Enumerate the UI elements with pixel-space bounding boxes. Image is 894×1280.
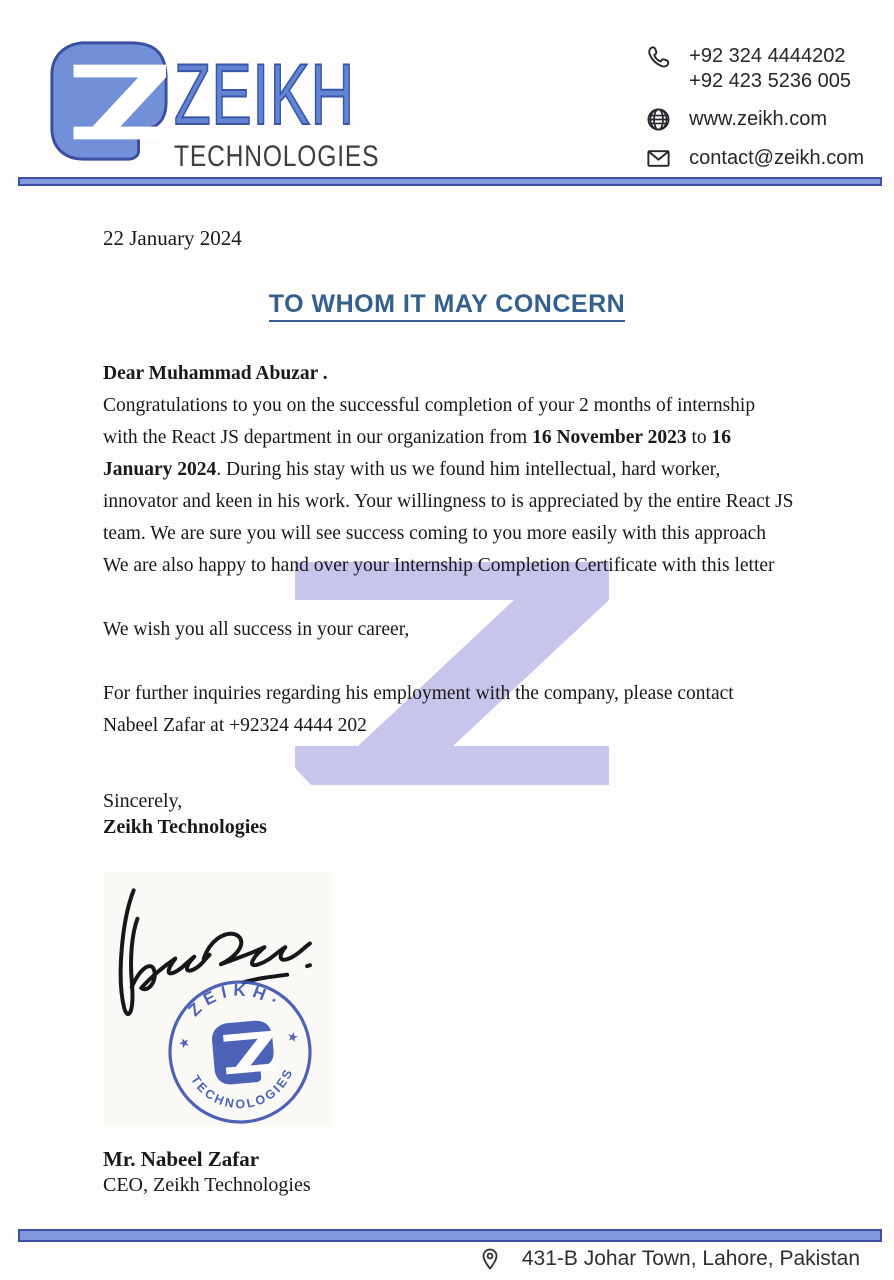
website-row [645, 107, 864, 133]
body-line: Dear Muhammad Abuzar . [103, 363, 328, 384]
brand-subtitle: TECHNOLOGIES [174, 140, 380, 173]
body-line: with the React JS department in our organization from 16 November 2023 to 16 [103, 427, 732, 448]
wordmark [174, 34, 432, 174]
body-line: We are also happy to hand over your Internship Completion Certificate with this letter [103, 555, 775, 576]
footer-address: 431-B Johar Town, Lahore, Pakistan [521, 1247, 860, 1270]
phone-number-1: +92 324 4444202 [689, 45, 846, 67]
stamp-bottom-text: TECHNOLOGIES [188, 1065, 297, 1112]
signature-area [103, 871, 333, 1126]
globe-icon [645, 106, 672, 133]
closing-company: Zeikh Technologies [103, 816, 267, 838]
header-divider [18, 177, 882, 186]
closing-block [103, 788, 267, 840]
letter-body [103, 358, 823, 742]
body-line: For further inquiries regarding his employment with the company, please contact [103, 683, 734, 704]
company-logo [44, 34, 432, 174]
mail-icon [645, 145, 672, 172]
phone-number-2: +92 423 5236 005 [689, 70, 851, 92]
body-line: January 2024. During his stay with us we found him intellectual, hard worker, [103, 459, 721, 480]
contact-block [645, 44, 864, 185]
body-line: We wish you all success in your career, [103, 619, 410, 640]
company-stamp [159, 971, 322, 1134]
body-line: team. We are sure you will see success coming to you more easily with this approach [103, 523, 767, 544]
brand-name: ZEIKH [174, 47, 355, 143]
stamp-top-text: ZEIKH· [184, 980, 287, 1021]
website: www.zeikh.com [689, 108, 827, 130]
body-line: Congratulations to you on the successful completion of your 2 months of internship [103, 395, 756, 416]
body-line: innovator and keen in his work. Your willingness to is appreciated by the entire React JS [103, 491, 794, 512]
signatory-block [103, 1146, 311, 1198]
closing-sincerely: Sincerely, [103, 790, 183, 812]
letter-date: 22 January 2024 [103, 226, 242, 250]
signatory-name: Mr. Nabeel Zafar [103, 1147, 260, 1171]
signatory-role: CEO, Zeikh Technologies [103, 1174, 311, 1196]
body-line [103, 582, 823, 614]
email-row [645, 146, 864, 172]
letter-title: TO WHOM IT MAY CONCERN [269, 290, 625, 322]
body-line: Nabeel Zafar at +92324 4444 202 [103, 715, 367, 736]
stamp-star-left: ★ [175, 1033, 193, 1052]
zeikh-logo-icon [44, 34, 172, 168]
svg-text:ZEIKH· [183, 976, 288, 1021]
email: contact@zeikh.com [689, 147, 864, 169]
footer-divider [18, 1229, 882, 1242]
phone-row [645, 44, 864, 94]
body-line [103, 646, 823, 678]
phone-icon [645, 44, 672, 71]
location-pin-icon [478, 1247, 502, 1271]
footer-address-row [0, 1247, 894, 1271]
stamp-star-right: ★ [285, 1028, 301, 1046]
